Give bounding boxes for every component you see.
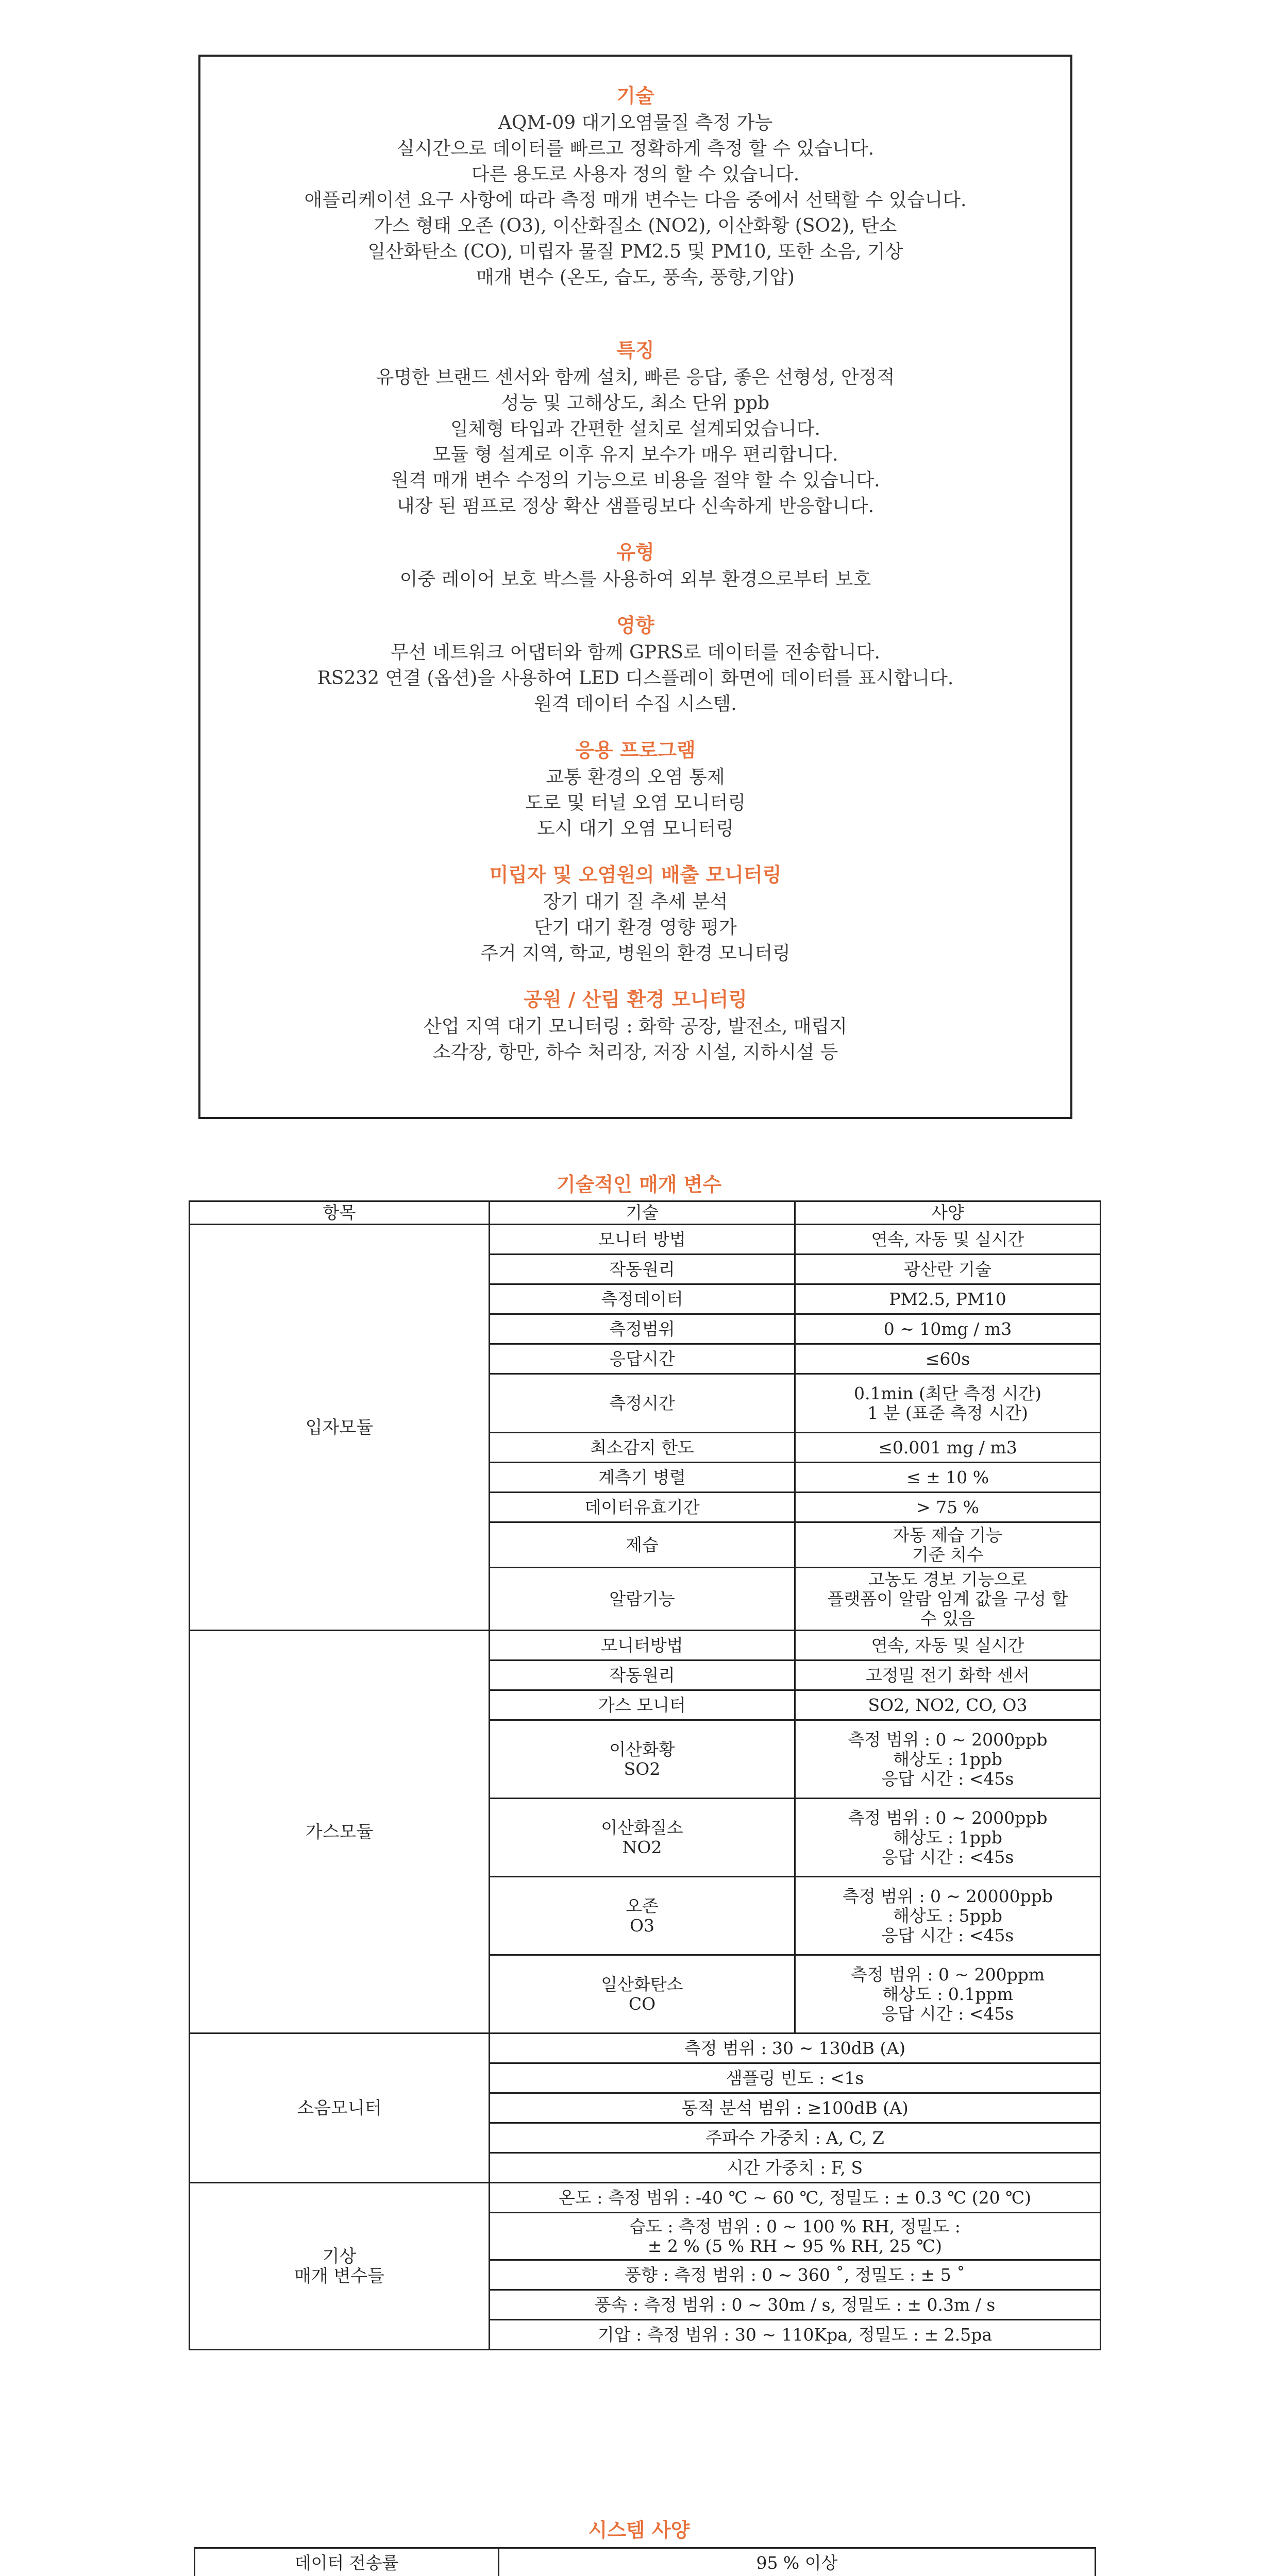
line: 교통 환경의 오염 통제	[546, 767, 725, 788]
category-cell: 기상 매개 변수들	[190, 2183, 490, 2350]
label-cell: 데이터 전송률	[195, 2548, 499, 2576]
spec-cell: 기압 : 측정 범위 : 30 ~ 110Kpa, 정밀도 : ± 2.5pa	[490, 2320, 1101, 2350]
spec-cell: 동적 분석 범위 : ≥100dB (A)	[490, 2093, 1101, 2123]
table-row	[195, 2548, 1096, 2576]
spec-cell: 풍향 : 측정 범위 : 0 ~ 360 ˚, 정밀도 : ± 5 ˚	[490, 2260, 1101, 2290]
line: 산업 지역 대기 모니터링 : 화학 공장, 발전소, 매립지	[423, 1016, 848, 1037]
header-tech: 기술	[490, 1201, 795, 1225]
line: 무선 네트워크 어댑터와 함께 GPRS로 데이터를 전송합니다.	[391, 642, 880, 663]
tech-cell: 이산화질소 NO2	[490, 1799, 795, 1877]
intro-box	[198, 55, 1072, 1119]
spec-cell: 0.1min (최단 측정 시간) 1 분 (표준 측정 시간)	[795, 1374, 1101, 1433]
line: 원격 매개 변수 수정의 기능으로 비용을 절약 할 수 있습니다.	[391, 470, 880, 491]
line: 도시 대기 오염 모니터링	[536, 818, 734, 839]
line: 가스 형태 오존 (O3), 이산화질소 (NO2), 이산화황 (SO2), 탄소	[374, 215, 897, 236]
spec-cell: 연속, 자동 및 실시간	[795, 1225, 1101, 1255]
line: 내장 된 펌프로 정상 확산 샘플링보다 신속하게 반응합니다.	[396, 496, 875, 517]
tech-cell: 모니터 방법	[490, 1225, 795, 1255]
table-row	[190, 2033, 1101, 2063]
spec-cell: 측정 범위 : 0 ~ 2000ppb 해상도 : 1ppb 응답 시간 : <45s	[795, 1720, 1101, 1799]
spec-cell: 주파수 가중치 : A, C, Z	[490, 2123, 1101, 2153]
spec-cell: PM2.5, PM10	[795, 1284, 1101, 1314]
line: 성능 및 고해상도, 최소 단위 ppb	[501, 393, 770, 414]
section-title: 영향	[616, 614, 654, 637]
params-caption: 기술적인 매개 변수	[556, 1173, 722, 1196]
spec-cell: 측정 범위 : 0 ~ 2000ppb 해상도 : 1ppb 응답 시간 : <45s	[795, 1799, 1101, 1877]
line: RS232 연결 (옵션)을 사용하여 LED 디스플레이 화면에 데이터를 표시합니다.	[317, 668, 954, 689]
spec-cell: 자동 제습 기능 기준 치수	[795, 1522, 1101, 1568]
table-row	[190, 1225, 1101, 1255]
header-spec: 사양	[795, 1201, 1101, 1225]
tech-cell: 이산화황 SO2	[490, 1720, 795, 1799]
tech-cell: 최소감지 한도	[490, 1433, 795, 1463]
section-title: 미립자 및 오염원의 배출 모니터링	[489, 863, 782, 886]
line: 도로 및 터널 오염 모니터링	[525, 792, 746, 814]
line: AQM-09 대기오염물질 측정 가능	[498, 112, 773, 133]
section-features	[200, 336, 1070, 519]
spec-cell: 측정 범위 : 0 ~ 20000ppb 해상도 : 5ppb 응답 시간 : <45s	[795, 1877, 1101, 1955]
section-type	[200, 538, 1070, 592]
tech-cell: 측정범위	[490, 1314, 795, 1344]
tech-cell: 작동원리	[490, 1255, 795, 1284]
spec-cell: 풍속 : 측정 범위 : 0 ~ 30m / s, 정밀도 : ± 0.3m / s	[490, 2290, 1101, 2320]
tech-cell: 일산화탄소 CO	[490, 1955, 795, 2033]
section-park	[200, 985, 1070, 1065]
tech-cell: 측정시간	[490, 1374, 795, 1433]
spec-cell: 고정밀 전기 화학 센서	[795, 1660, 1101, 1690]
line: 이중 레이어 보호 박스를 사용하여 외부 환경으로부터 보호	[399, 569, 871, 590]
section-emission	[200, 860, 1070, 967]
tech-cell: 응답시간	[490, 1344, 795, 1374]
spec-cell: ≤0.001 mg / m3	[795, 1433, 1101, 1463]
section-title: 응용 프로그램	[575, 738, 696, 761]
line: 소각장, 항만, 하수 처리장, 저장 시설, 지하시설 등	[432, 1042, 838, 1063]
section-title: 기술	[616, 84, 654, 107]
line: 애플리케이션 요구 사항에 따라 측정 매개 변수는 다음 중에서 선택할 수 있습니다.	[304, 190, 967, 211]
params-table	[189, 1200, 1101, 2350]
section-title: 공원 / 산림 환경 모니터링	[524, 988, 747, 1011]
category-cell: 소음모니터	[190, 2033, 490, 2183]
spec-cell: 샘플링 빈도 : <1s	[490, 2063, 1101, 2093]
line: 주거 지역, 학교, 병원의 환경 모니터링	[480, 943, 791, 964]
section-title: 특징	[616, 338, 654, 362]
table-header-row	[190, 1201, 1101, 1225]
tech-cell: 오존 O3	[490, 1877, 795, 1955]
spec-cell: 시간 가중치 : F, S	[490, 2153, 1101, 2183]
line: 매개 변수 (온도, 습도, 풍속, 풍향,기압)	[476, 267, 795, 288]
spec-cell: 측정 범위 : 30 ~ 130dB (A)	[490, 2033, 1101, 2063]
category-cell: 가스모듈	[190, 1631, 490, 2033]
spec-cell: 0 ~ 10mg / m3	[795, 1314, 1101, 1344]
tech-cell: 모니터방법	[490, 1631, 795, 1660]
line: 다른 용도로 사용자 정의 할 수 있습니다.	[471, 164, 800, 185]
tech-cell: 데이터유효기간	[490, 1493, 795, 1522]
line: 장기 대기 질 추세 분석	[543, 891, 728, 912]
spec-cell: > 75 %	[795, 1493, 1101, 1522]
tech-cell: 가스 모니터	[490, 1690, 795, 1720]
spec-cell: SO2, NO2, CO, O3	[795, 1690, 1101, 1720]
spec-cell: 측정 범위 : 0 ~ 200ppm 해상도 : 0.1ppm 응답 시간 : <45s	[795, 1955, 1101, 2033]
system-table	[194, 2547, 1096, 2576]
tech-cell: 제습	[490, 1522, 795, 1568]
header-item: 항목	[190, 1201, 490, 1225]
section-title: 유형	[616, 540, 654, 564]
spec-cell: 온도 : 측정 범위 : -40 ℃ ~ 60 ℃, 정밀도 : ± 0.3 ℃ (20 ℃)	[490, 2183, 1101, 2213]
system-caption: 시스템 사양	[588, 2518, 690, 2541]
tech-cell: 계측기 병렬	[490, 1463, 795, 1493]
tech-cell: 측정데이터	[490, 1284, 795, 1314]
line: 유명한 브랜드 센서와 함께 설치, 빠른 응답, 좋은 선형성, 안정적	[376, 367, 895, 388]
tech-cell: 작동원리	[490, 1660, 795, 1690]
tech-cell: 알람기능	[490, 1568, 795, 1631]
spec-cell: ≤60s	[795, 1344, 1101, 1374]
spec-cell: ≤ ± 10 %	[795, 1463, 1101, 1493]
table-row	[190, 1631, 1101, 1660]
spec-cell: 고농도 경보 기능으로 플랫폼이 알람 임계 값을 구성 할 수 있음	[795, 1568, 1101, 1631]
line: 모듈 형 설계로 이후 유지 보수가 매우 편리합니다.	[432, 444, 838, 465]
table-row	[190, 2183, 1101, 2213]
spec-cell: 습도 : 측정 범위 : 0 ~ 100 % RH, 정밀도 : ± 2 % (5 % RH ~ 95 % RH, 25 ℃)	[490, 2213, 1101, 2260]
value-cell: 95 % 이상	[499, 2548, 1096, 2576]
category-cell: 입자모듈	[190, 1225, 490, 1631]
section-tech	[200, 81, 1070, 291]
line: 일체형 타입과 간편한 설치로 설계되었습니다.	[450, 418, 820, 439]
section-applications	[200, 736, 1070, 842]
line: 원격 데이터 수집 시스템.	[534, 693, 737, 715]
line: 단기 대기 환경 영향 평가	[534, 917, 737, 938]
spec-cell: 연속, 자동 및 실시간	[795, 1631, 1101, 1660]
line: 실시간으로 데이터를 빠르고 정확하게 측정 할 수 있습니다.	[396, 138, 875, 159]
line: 일산화탄소 (CO), 미립자 물질 PM2.5 및 PM10, 또한 소음, 기상	[367, 241, 903, 262]
spec-cell: 광산란 기술	[795, 1255, 1101, 1284]
section-impact	[200, 611, 1070, 717]
